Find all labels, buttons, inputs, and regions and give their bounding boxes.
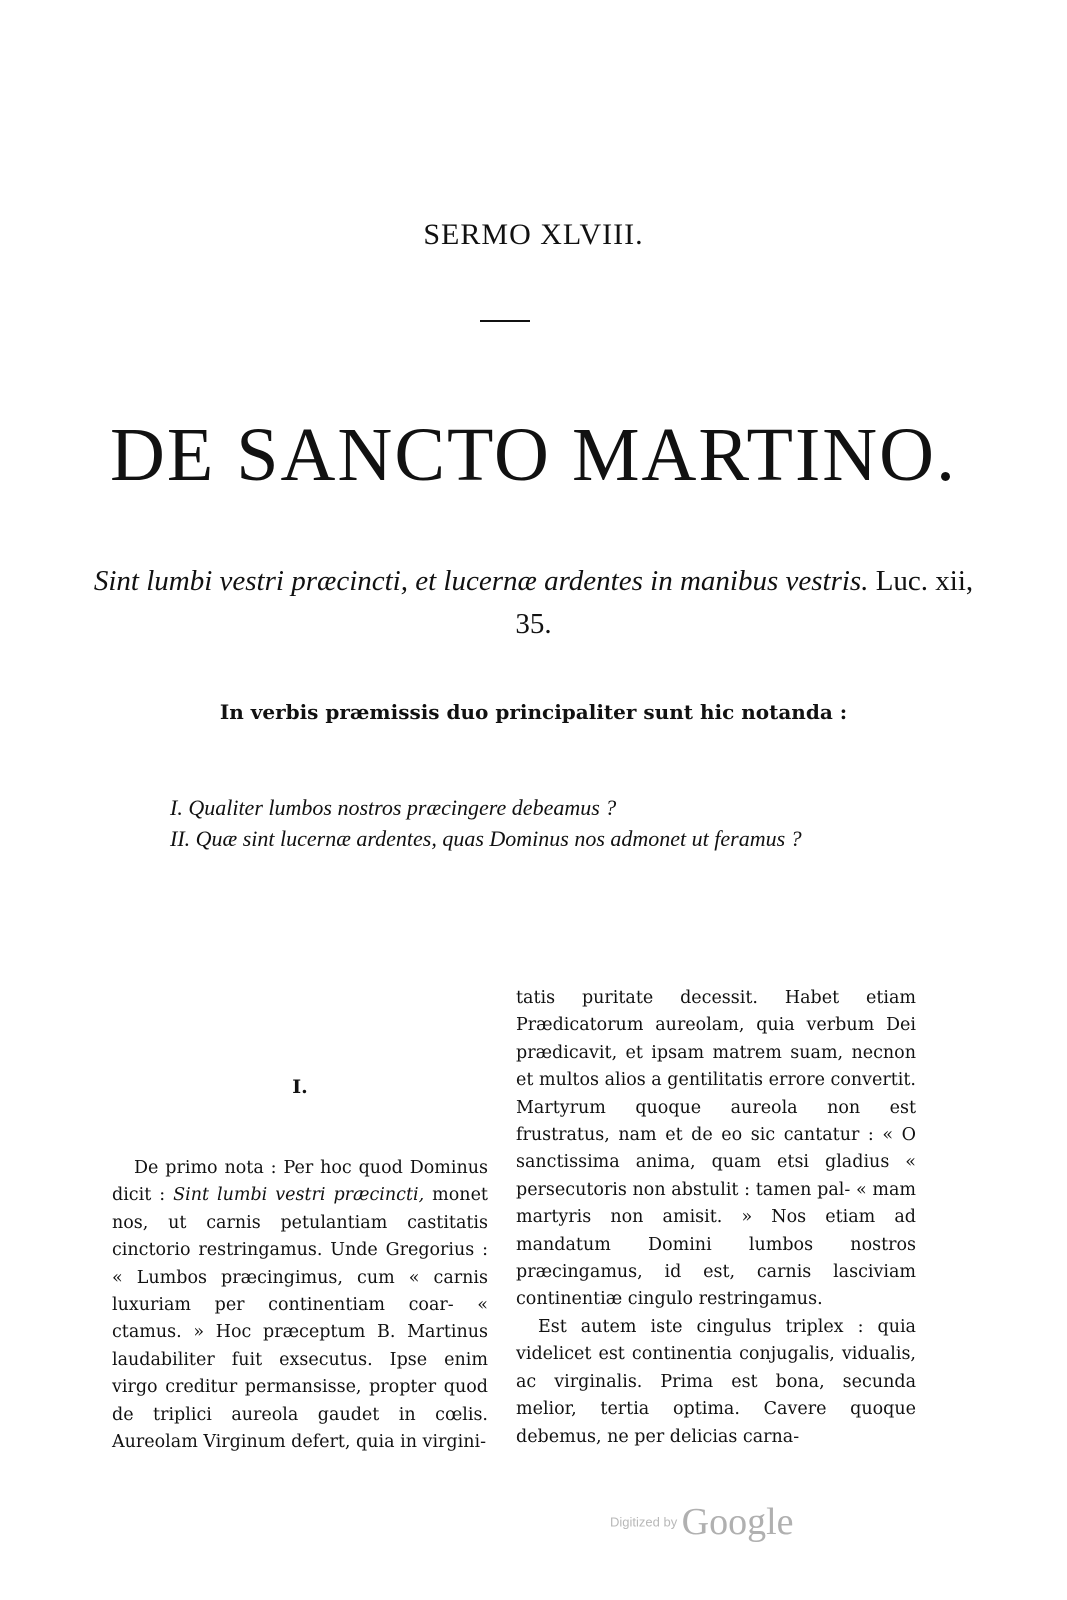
sermo-label: SERMO XLVIII. (423, 218, 644, 251)
left-p1-italic: Sint lumbi vestri præcincti, (173, 1185, 425, 1206)
digitization-watermark (610, 1500, 794, 1544)
digitized-by-text: Digitized by (610, 1514, 678, 1530)
google-logo: Google (681, 1501, 794, 1543)
epigraph-reference: Luc. xii, 35. (515, 565, 974, 640)
intro-line: In verbis præmissis duo principaliter sunt hic notanda : (219, 700, 848, 724)
left-paragraph (112, 1155, 488, 1456)
left-p1-rest: monet nos, ut carnis petulantiam castitatis cinctorio restringamus. Unde Gregorius : « Lumbos præcingimus, cum « carnis luxuriam per continentiam coar- « ctamus. » Hoc præceptum B. Martinus laudabiliter fuit exsecutus. Ipse enim virgo creditur permansisse, propter quod de triplici aureola gaudet in cœlis. Aureolam Virginum defert, quia in virgini- (112, 1185, 488, 1453)
epigraph-quote: Sint lumbi vestri præcincti, et lucernæ ardentes in manibus vestris. (93, 565, 869, 597)
left-p1-start: De primo nota : Per hoc quod Dominus dicit : (112, 1158, 488, 1206)
points-list (170, 792, 930, 854)
point-item: I. Qualiter lumbos nostros præcingere debeamus ? (170, 795, 617, 820)
epigraph (80, 560, 987, 646)
point-item: II. Quæ sint lucernæ ardentes, quas Dominus nos admonet ut feramus ? (170, 826, 802, 851)
left-column (112, 1155, 488, 1456)
section-number: I. (292, 1076, 308, 1098)
page-title: DE SANCTO MARTINO. (109, 413, 958, 497)
title-divider (480, 320, 530, 322)
right-paragraph-1: tatis puritate decessit. Habet etiam Prædicatorum aureolam, quia verbum Dei prædicavit, et ipsam matrem suam, necnon et multos alios a gentilitatis errore convertit. Martyrum quoque aureola non est frustratus, nam et de eo sic cantatur : « O sanctissima anima, quam etsi gladius « persecutoris non abstulit : tamen pal- « mam martyris non amisit. » Nos etiam ad mandatum Domini lumbos nostros præcingamus, id est, carnis lasciviam continentiæ cingulo restringamus. (516, 988, 916, 1310)
right-column (516, 985, 916, 1451)
right-paragraph-2: Est autem iste cingulus triplex : quia videlicet est continentia conjugalis, vidualis, ac virginalis. Prima est bona, secunda melior, tertia optima. Cavere quoque debemus, ne per delicias carna- (516, 1316, 916, 1447)
